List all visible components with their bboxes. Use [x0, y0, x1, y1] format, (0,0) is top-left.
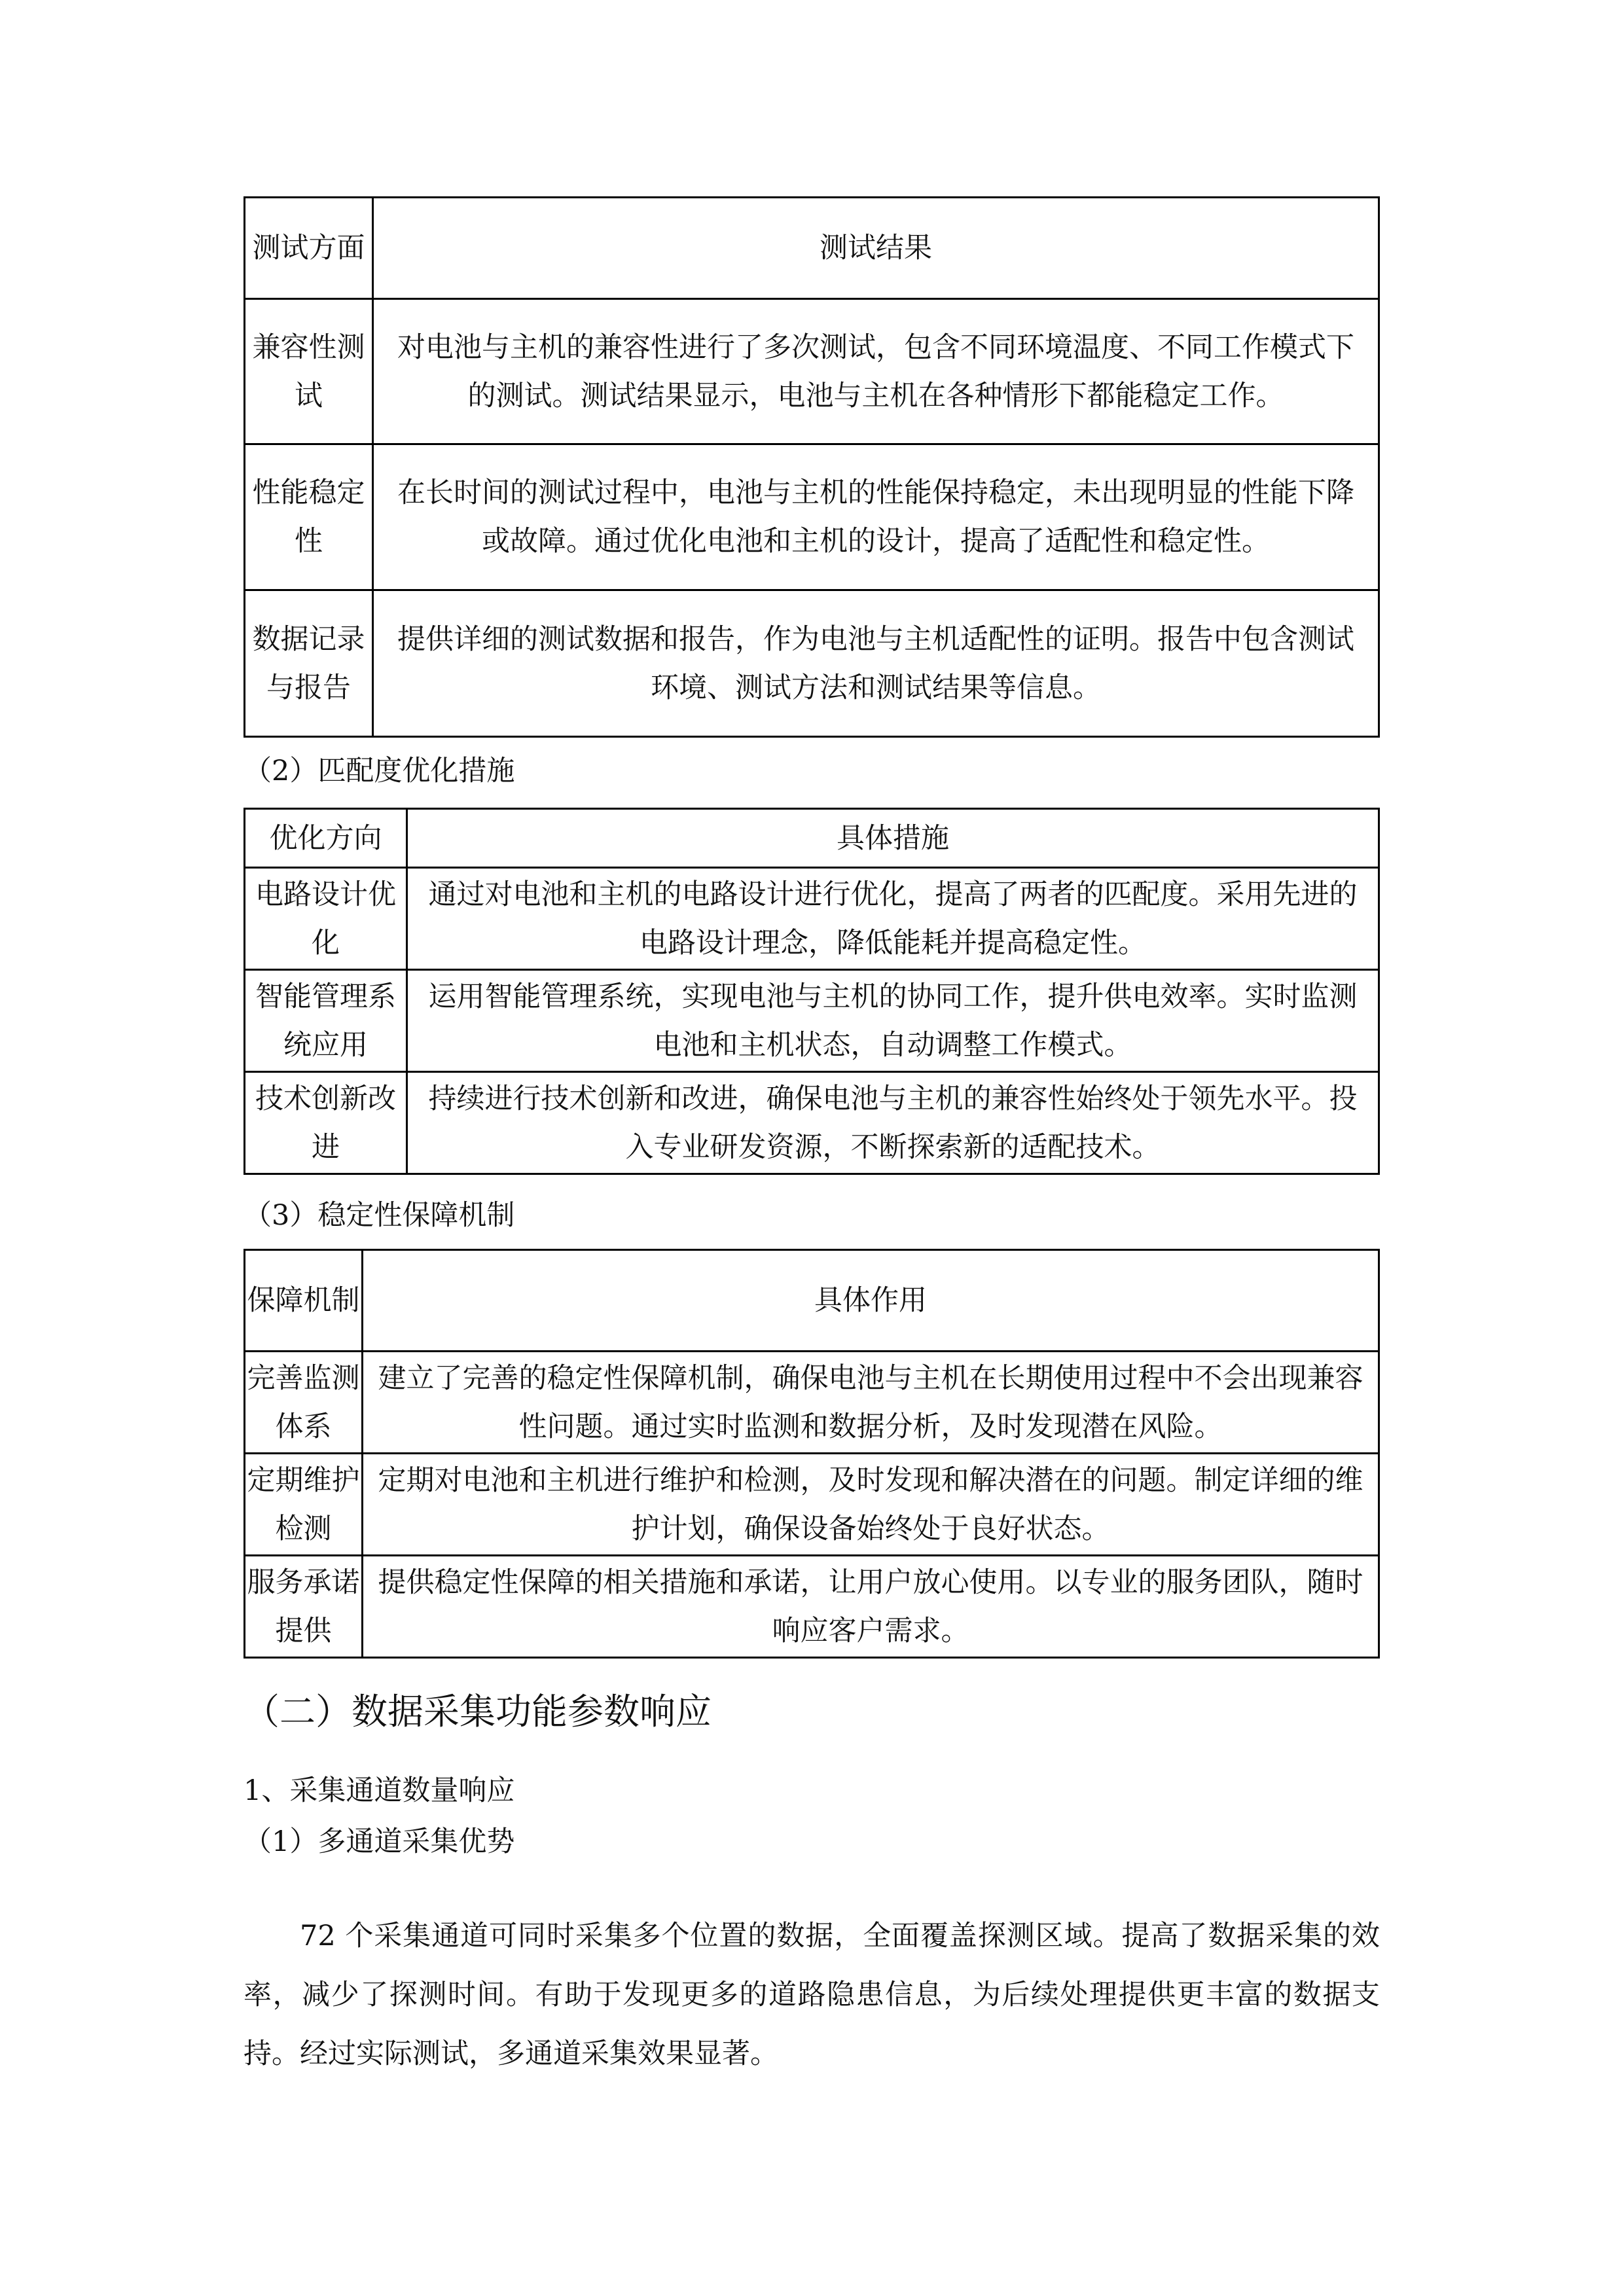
- row-content: 持续进行技术创新和改进，确保电池与主机的兼容性始终处于领先水平。投入专业研发资源，不断探索新的适配技术。: [407, 1072, 1379, 1174]
- row-label: 智能管理系统应用: [245, 970, 407, 1072]
- sub-sub-heading: （1）多通道采集优势: [244, 1825, 515, 1858]
- table-row: [245, 299, 1379, 444]
- header-cell-result: 测试结果: [373, 198, 1379, 299]
- row-content: 定期对电池和主机进行维护和检测，及时发现和解决潜在的问题。制定详细的维护计划，确保设备始终处于良好状态。: [363, 1454, 1379, 1556]
- row-label: 数据记录与报告: [245, 590, 373, 737]
- row-content: 建立了完善的稳定性保障机制，确保电池与主机在长期使用过程中不会出现兼容性问题。通过实时监测和数据分析，及时发现潜在风险。: [363, 1352, 1379, 1454]
- table-caption-matching-optimization: （2）匹配度优化措施: [244, 755, 515, 787]
- row-content: 运用智能管理系统，实现电池与主机的协同工作，提升供电效率。实时监测电池和主机状态，自动调整工作模式。: [407, 970, 1379, 1072]
- table-row: [245, 1454, 1379, 1556]
- section-heading: （二）数据采集功能参数响应: [244, 1691, 712, 1732]
- row-label: 性能稳定性: [245, 444, 373, 590]
- row-content: 在长时间的测试过程中，电池与主机的性能保持稳定，未出现明显的性能下降或故障。通过优化电池和主机的设计，提高了适配性和稳定性。: [373, 444, 1379, 590]
- header-cell-measure: 具体措施: [407, 809, 1379, 868]
- body-paragraph: 72 个采集通道可同时采集多个位置的数据，全面覆盖探测区域。提高了数据采集的效率，减少了探测时间。有助于发现更多的道路隐患信息，为后续处理提供更丰富的数据支持。经过实际测试，多通道采集效果显著。: [244, 1920, 1380, 2070]
- table-header-row: [245, 1250, 1379, 1352]
- sub-heading: 1、采集通道数量响应: [244, 1774, 515, 1807]
- header-cell-aspect: 测试方面: [245, 198, 373, 299]
- row-content: 通过对电池和主机的电路设计进行优化，提高了两者的匹配度。采用先进的电路设计理念，降低能耗并提高稳定性。: [407, 868, 1379, 970]
- stability-mechanism-table: [244, 1249, 1380, 1659]
- row-content: 提供详细的测试数据和报告，作为电池与主机适配性的证明。报告中包含测试环境、测试方法和测试结果等信息。: [373, 590, 1379, 737]
- row-label: 服务承诺提供: [245, 1556, 363, 1658]
- table-row: [245, 1072, 1379, 1174]
- row-label: 完善监测体系: [245, 1352, 363, 1454]
- test-results-table: [244, 196, 1380, 738]
- table-row: [245, 444, 1379, 590]
- table-row: [245, 590, 1379, 737]
- row-label: 兼容性测试: [245, 299, 373, 444]
- header-cell-direction: 优化方向: [245, 809, 407, 868]
- row-content: 提供稳定性保障的相关措施和承诺，让用户放心使用。以专业的服务团队，随时响应客户需求。: [363, 1556, 1379, 1658]
- row-content: 对电池与主机的兼容性进行了多次测试，包含不同环境温度、不同工作模式下的测试。测试结果显示，电池与主机在各种情形下都能稳定工作。: [373, 299, 1379, 444]
- table-caption-stability-mechanism: （3）稳定性保障机制: [244, 1199, 515, 1232]
- row-label: 电路设计优化: [245, 868, 407, 970]
- table-row: [245, 970, 1379, 1072]
- row-label: 技术创新改进: [245, 1072, 407, 1174]
- header-cell-mechanism: 保障机制: [245, 1250, 363, 1352]
- table-header-row: [245, 809, 1379, 868]
- header-cell-effect: 具体作用: [363, 1250, 1379, 1352]
- optimization-measures-table: [244, 808, 1380, 1175]
- table-header-row: [245, 198, 1379, 299]
- row-label: 定期维护检测: [245, 1454, 363, 1556]
- table-row: [245, 868, 1379, 970]
- table-row: [245, 1556, 1379, 1658]
- table-row: [245, 1352, 1379, 1454]
